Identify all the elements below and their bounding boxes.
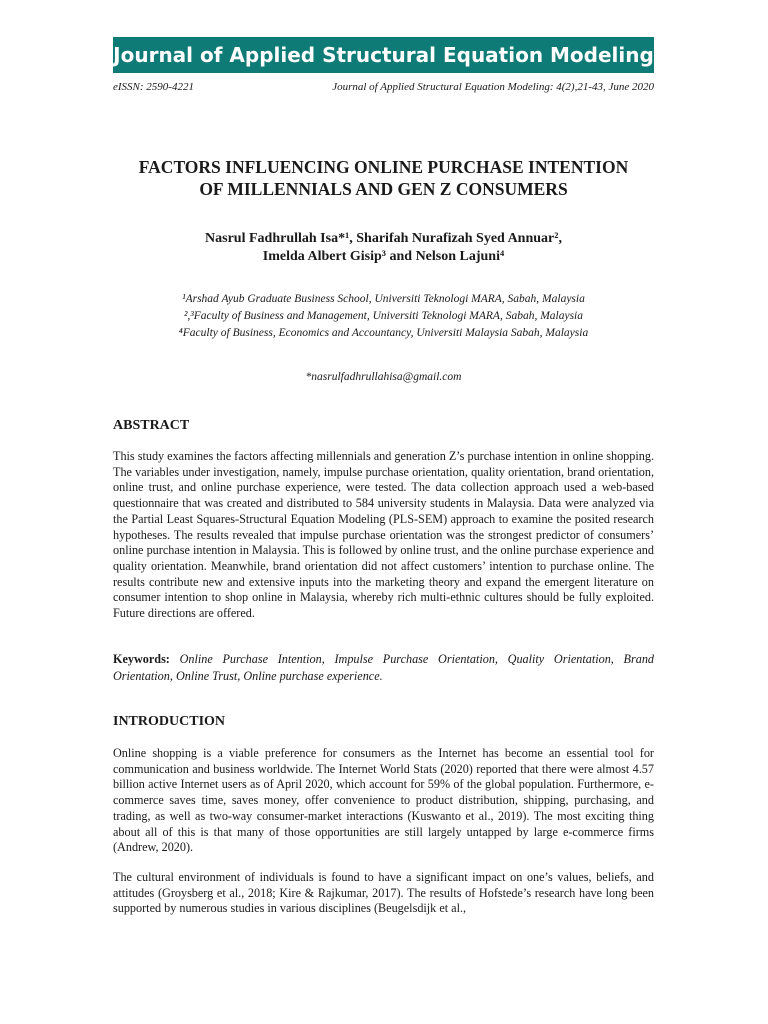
affiliation-2: ²,³Faculty of Business and Management, Universiti Teknologi MARA, Sabah, Malaysia [183, 310, 583, 322]
keywords-label: Keywords: [113, 652, 170, 666]
paper-title [113, 156, 654, 200]
abstract-heading: ABSTRACT [113, 418, 190, 433]
journal-banner-title: Journal of Applied Structural Equation Modeling [113, 43, 654, 67]
affiliation-3: ⁴Faculty of Business, Economics and Accountancy, Universiti Malaysia Sabah, Malaysia [178, 327, 589, 339]
authors-line-2: Imelda Albert Gisip³ and Nelson Lajuni⁴ [262, 249, 505, 264]
keywords [113, 651, 654, 684]
paper-title-line-2: OF MILLENNIALS AND GEN Z CONSUMERS [199, 179, 568, 199]
paper-title-line-1: FACTORS INFLUENCING ONLINE PURCHASE INTENTION [138, 157, 629, 177]
affiliations [113, 291, 654, 342]
corresponding-email[interactable]: *nasrulfadhrullahisa@gmail.com [305, 371, 462, 383]
eissn: eISSN: 2590-4221 [113, 81, 194, 93]
introduction-paragraph-2: The cultural environment of individuals is found to have a significant impact on one’s values, beliefs, and attitudes (Groysberg et al., 2018; Kire & Rajkumar, 2017). The results of Hofstede’s research have long been supported by numerous studies in various disciplines (Beugelsdijk et al., [113, 870, 654, 916]
journal-banner [113, 37, 654, 73]
citation: Journal of Applied Structural Equation Modeling: 4(2),21-43, June 2020 [332, 81, 654, 93]
introduction-paragraph-1: Online shopping is a viable preference for consumers as the Internet has become an essential tool for communication and business worldwide. The Internet World Stats (2020) reported that there were almost 4.57 billion active Internet users as of April 2020, which account for 59% of the global population. Furthermore, e-commerce saves time, saves money, offer convenience to product distribution, shipping, purchasing, and trading, as well as two-way consumer-market interactions (Kuswanto et al., 2019). The most exciting thing about all of this is that many of those opportunities are still largely untapped by large e-commerce firms (Andrew, 2020). [113, 746, 654, 855]
affiliation-1: ¹Arshad Ayub Graduate Business School, Universiti Teknologi MARA, Sabah, Malaysia [182, 293, 585, 305]
keywords-text: Online Purchase Intention, Impulse Purchase Orientation, Quality Orientation, Brand Orientation, Online Trust, Online purchase experience. [113, 652, 655, 683]
introduction-heading: INTRODUCTION [113, 714, 226, 729]
author-list [113, 230, 654, 266]
abstract-text: This study examines the factors affecting millennials and generation Z’s purchase intention in online shopping. The variables under investigation, namely, impulse purchase orientation, quality orientation, brand orientation, online trust, and online purchase experience, were tested. The data collection approach used a web-based questionnaire that was created and distributed to 584 university students in Malaysia. Data were analyzed via the Partial Least Squares-Structural Equation Modeling (PLS-SEM) approach to examine the posited research hypotheses. The results revealed that impulse purchase orientation was the strongest predictor of consumers’ online purchase intention in Malaysia. This is followed by online trust, and the online purchase experience and quality orientation. Meanwhile, brand orientation did not affect customers’ intention to purchase online. The results contribute new and extensive inputs into the marketing theory and expand the emergent literature on consumer intention to shop online in Malaysia, whereby rich multi-ethnic cultures should be fully exploited. Future directions are offered. [113, 449, 654, 621]
authors-line-1: Nasrul Fadhrullah Isa*¹, Sharifah Nurafizah Syed Annuar², [205, 231, 562, 246]
journal-meta [113, 81, 654, 93]
